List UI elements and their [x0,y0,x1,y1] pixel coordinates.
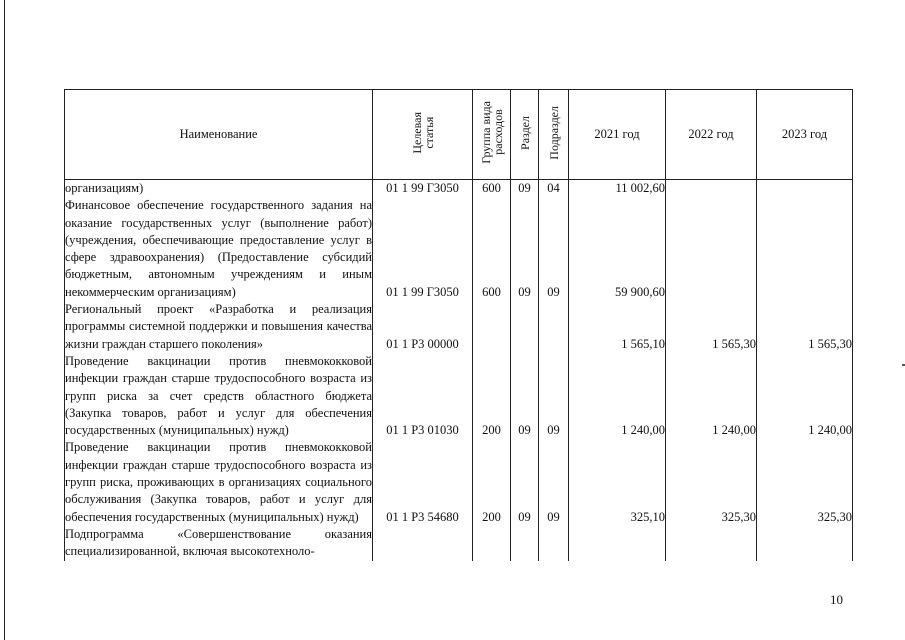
table-row [65,353,853,439]
row-2021 [569,526,666,561]
col-header-2021: 2021 год [569,90,666,180]
row-target: 01 1 99 Г3050 [373,197,473,301]
row-2022: 325,30 [666,439,757,525]
table-row [65,526,853,561]
row-2023: 1 240,00 [757,353,853,439]
table-row [65,301,853,353]
row-group: 200 [473,353,511,439]
row-subsection [539,301,569,353]
table-row [65,197,853,301]
col-header-target-text: Целевая статья [409,111,436,154]
row-2021: 325,10 [569,439,666,525]
row-2023: 1 565,30 [757,301,853,353]
row-name: организациям) [65,180,373,198]
col-header-subsection [539,90,569,180]
row-section: 09 [511,353,539,439]
row-target: 01 1 P3 00000 [373,301,473,353]
table-row [65,439,853,525]
row-target: 01 1 P3 54680 [373,439,473,525]
col-header-2023: 2023 год [757,90,853,180]
row-section [511,526,539,561]
row-2023 [757,197,853,301]
row-group: 200 [473,439,511,525]
row-2021: 1 565,10 [569,301,666,353]
row-name: Подпрограмма «Совершенствование оказания специализированной, включая высокотехноло- [65,526,373,561]
col-header-target [373,90,473,180]
row-2021: 59 900,60 [569,197,666,301]
row-2021: 1 240,00 [569,353,666,439]
row-2023 [757,180,853,198]
row-2021: 11 002,60 [569,180,666,198]
col-header-group-text: Группа вида расходов [478,101,505,164]
row-target [373,526,473,561]
row-group: 600 [473,197,511,301]
col-header-section [511,90,539,180]
row-2023 [757,526,853,561]
row-2022 [666,197,757,301]
col-header-name: Наименование [65,90,373,180]
row-group [473,526,511,561]
row-name: Проведение вакцинации против пневмококковой инфекции граждан старше трудоспособного возраста из групп риска за счет средств областного бюджета (Закупка товаров, работ и услуг для обеспечения государственных (муниципальных) нужд) [65,353,373,439]
row-2022: 1 240,00 [666,353,757,439]
budget-table [64,89,853,561]
row-subsection: 09 [539,197,569,301]
row-group [473,301,511,353]
row-subsection: 09 [539,353,569,439]
row-2022 [666,180,757,198]
col-header-section-text: Раздел [517,115,532,150]
row-group: 600 [473,180,511,198]
row-section [511,301,539,353]
binding-margin-line [4,0,5,640]
page-number: 10 [830,592,843,607]
row-2022: 1 565,30 [666,301,757,353]
row-section: 09 [511,197,539,301]
row-2023: 325,30 [757,439,853,525]
row-section: 09 [511,180,539,198]
row-subsection: 04 [539,180,569,198]
row-subsection: 09 [539,439,569,525]
row-target: 01 1 99 Г3050 [373,180,473,198]
col-header-group [473,90,511,180]
row-name: Финансовое обеспечение государственного задания на оказание государственных услуг (выполнение работ) (учреждения, обеспечивающие предоставление услуг в сфере здравоохранения) (Предоставление субсидий бюджетным, автономным учреждениям и иным некоммерческим организациям) [65,197,373,301]
table-row [65,180,853,198]
row-section: 09 [511,439,539,525]
row-subsection [539,526,569,561]
row-2022 [666,526,757,561]
row-target: 01 1 P3 01030 [373,353,473,439]
col-header-subsection-text: Подраздел [546,105,561,160]
row-name: Проведение вакцинации против пневмококковой инфекции граждан старше трудоспособного возраста из групп риска, проживающих в организациях социального обслуживания (Закупка товаров, работ и услуг для обеспечения государственных (муниципальных) нужд) [65,439,373,525]
table-header-row [65,90,853,180]
col-header-2022: 2022 год [666,90,757,180]
row-name: Региональный проект «Разработка и реализация программы системной поддержки и повышения качества жизни граждан старшего поколения» [65,301,373,353]
